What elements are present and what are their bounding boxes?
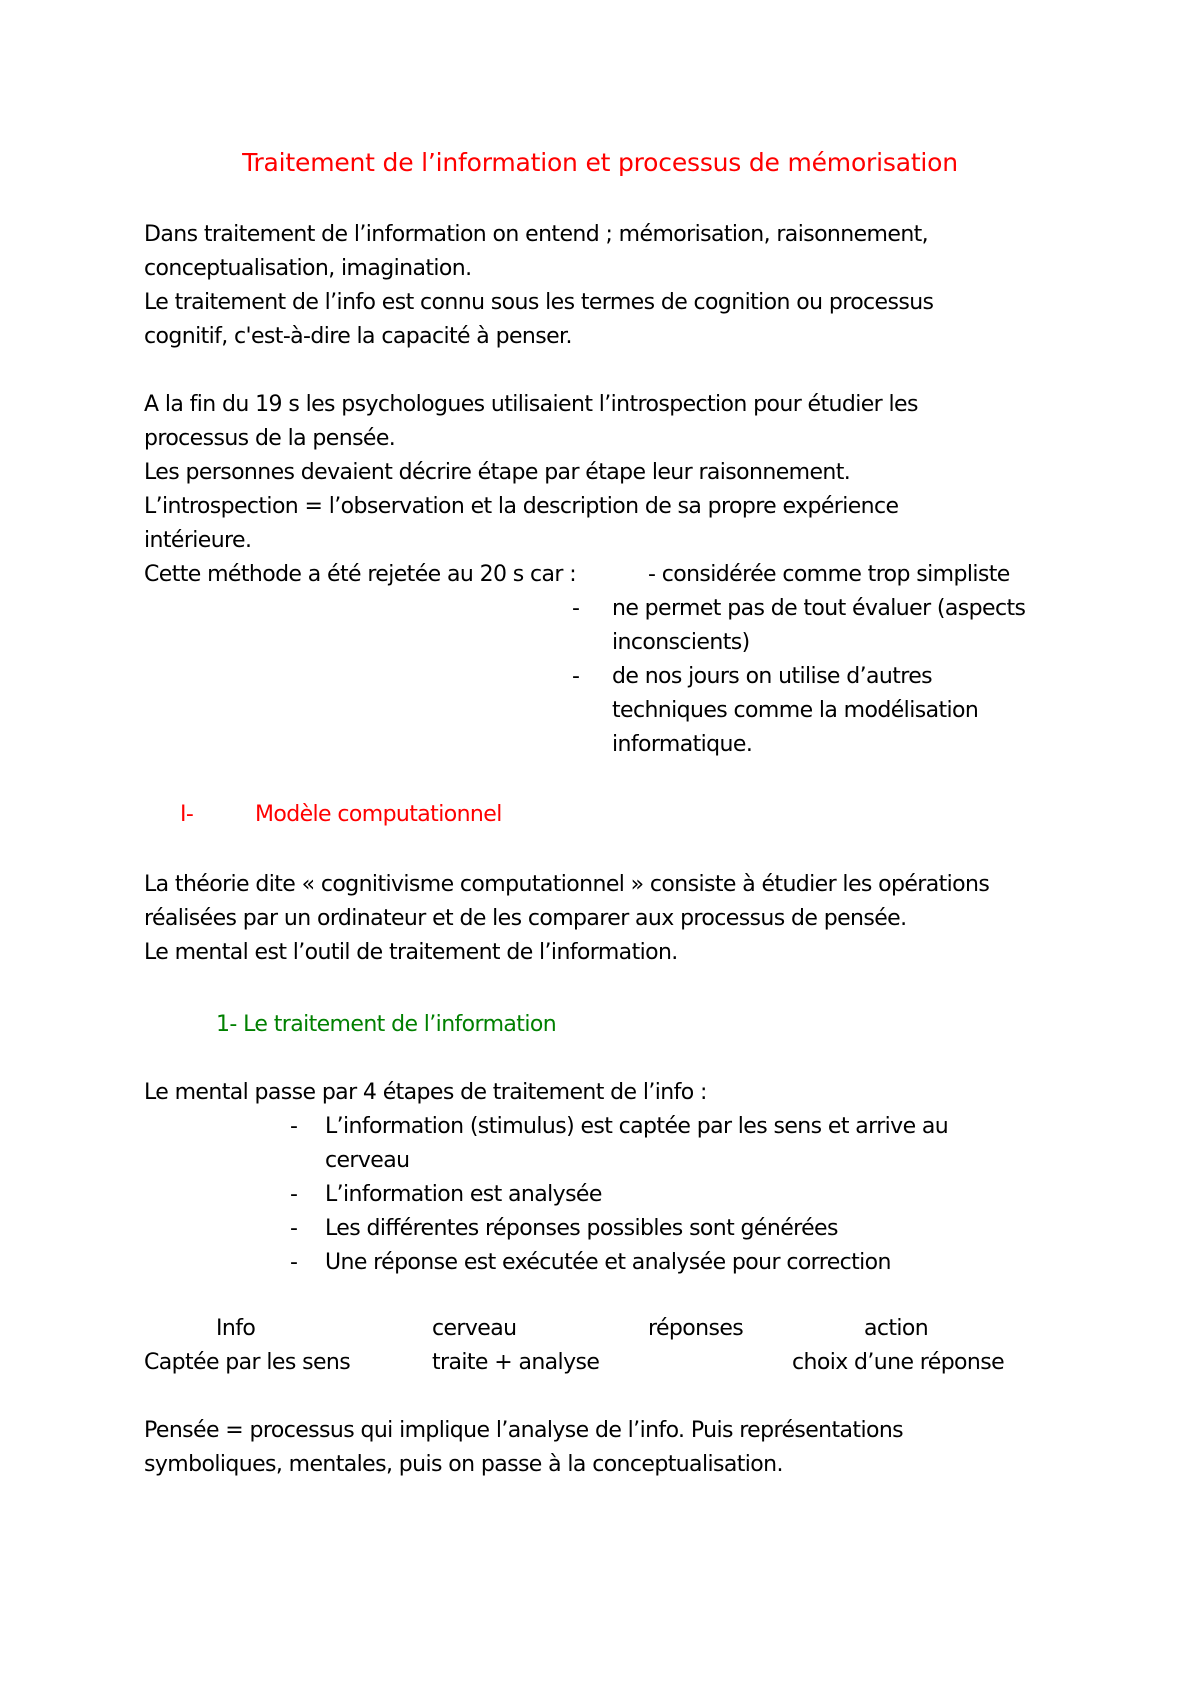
section-number: I-	[180, 802, 194, 827]
intro-line: Dans traitement de l’information on entend ; mémorisation, raisonnement,	[144, 222, 929, 247]
intro-line: cognitif, c'est-à-dire la capacité à penser.	[144, 324, 572, 349]
step-item: cerveau	[325, 1148, 410, 1173]
intro-line: L’introspection = l’observation et la description de sa propre expérience	[144, 494, 899, 519]
document-title: Traitement de l’information et processus de mémorisation	[242, 148, 958, 177]
bullet-dash: -	[572, 596, 580, 621]
step-item: Une réponse est exécutée et analysée pour correction	[325, 1250, 891, 1275]
step-item: L’information est analysée	[325, 1182, 602, 1207]
subsection-heading: 1- Le traitement de l’information	[216, 1012, 557, 1037]
intro-line: processus de la pensée.	[144, 426, 396, 451]
intro-line: Les personnes devaient décrire étape par étape leur raisonnement.	[144, 460, 851, 485]
bullet-dash: -	[290, 1114, 298, 1139]
reason-item: ne permet pas de tout évaluer (aspects	[612, 596, 1026, 621]
section-line: réalisées par un ordinateur et de les comparer aux processus de pensée.	[144, 906, 907, 931]
flow-cell: Captée par les sens	[144, 1350, 351, 1375]
section-heading: Modèle computationnel	[255, 802, 502, 827]
bullet-dash: -	[290, 1182, 298, 1207]
bullet-dash: -	[290, 1216, 298, 1241]
section-line: La théorie dite « cognitivisme computationnel » consiste à étudier les opérations	[144, 872, 990, 897]
bullet-dash: -	[572, 664, 580, 689]
flow-cell: choix d’une réponse	[792, 1350, 1005, 1375]
conclusion-line: symboliques, mentales, puis on passe à la conceptualisation.	[144, 1452, 783, 1477]
flow-cell: Info	[216, 1316, 256, 1341]
flow-cell: réponses	[648, 1316, 744, 1341]
intro-line: A la fin du 19 s les psychologues utilisaient l’introspection pour étudier les	[144, 392, 918, 417]
step-item: L’information (stimulus) est captée par les sens et arrive au	[325, 1114, 949, 1139]
reason-item: de nos jours on utilise d’autres	[612, 664, 933, 689]
reason-item: inconscients)	[612, 630, 750, 655]
conclusion-line: Pensée = processus qui implique l’analyse de l’info. Puis représentations	[144, 1418, 904, 1443]
step-item: Les différentes réponses possibles sont générées	[325, 1216, 838, 1241]
bullet-dash: -	[290, 1250, 298, 1275]
flow-cell: cerveau	[432, 1316, 517, 1341]
intro-line: Le traitement de l’info est connu sous les termes de cognition ou processus	[144, 290, 934, 315]
section-line: Le mental est l’outil de traitement de l’information.	[144, 940, 678, 965]
subsection-line: Le mental passe par 4 étapes de traitement de l’info :	[144, 1080, 707, 1105]
reason-item: techniques comme la modélisation	[612, 698, 979, 723]
flow-cell: action	[864, 1316, 929, 1341]
intro-line: conceptualisation, imagination.	[144, 256, 472, 281]
flow-cell: traite + analyse	[432, 1350, 600, 1375]
reason-item: - considérée comme trop simpliste	[648, 562, 1010, 587]
intro-line: intérieure.	[144, 528, 252, 553]
reason-item: informatique.	[612, 732, 753, 757]
intro-line: Cette méthode a été rejetée au 20 s car :	[144, 562, 577, 587]
